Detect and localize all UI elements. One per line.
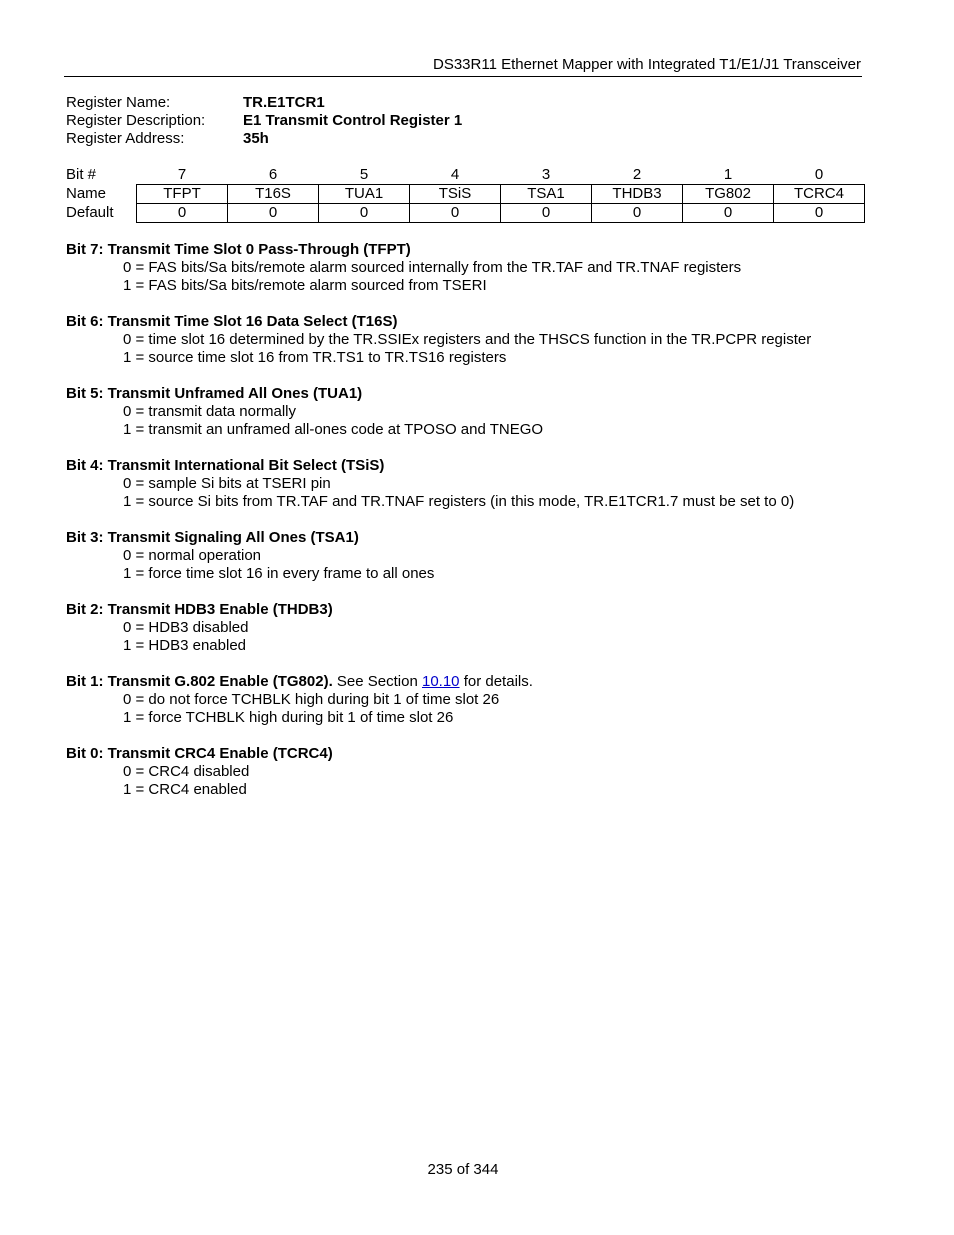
- bit-default-cell: 0: [683, 204, 774, 223]
- bit-6-section: [66, 313, 856, 367]
- bit-number-cell: 2: [632, 166, 642, 183]
- section-10-10-link[interactable]: 10.10: [421, 673, 460, 690]
- bit-name-cell: TUA1: [319, 185, 410, 204]
- option-0: 0 = time slot 16 determined by the TR.SSIEx registers and the THSCS function in the TR.PCPR register: [123, 331, 812, 348]
- bit-number-cell: 6: [268, 166, 278, 183]
- bit-number-cell: 4: [450, 166, 460, 183]
- option-0: 0 = HDB3 disabled: [123, 619, 249, 636]
- bit-5-section: [66, 385, 856, 439]
- section-title: Bit 5: Transmit Unframed All Ones (TUA1): [66, 385, 363, 402]
- section-title: Bit 7: Transmit Time Slot 0 Pass-Through (TFPT): [66, 241, 411, 258]
- register-name-value: TR.E1TCR1: [243, 94, 325, 111]
- section-heading: [66, 313, 856, 331]
- option-1: 1 = CRC4 enabled: [123, 781, 247, 798]
- section-heading: [66, 457, 856, 475]
- bit-number-cell: 3: [541, 166, 551, 183]
- bit-7-section: [66, 241, 856, 295]
- bit-number-cell: 7: [177, 166, 187, 183]
- option-0: 0 = CRC4 disabled: [123, 763, 250, 780]
- option-0: 0 = sample Si bits at TSERI pin: [123, 475, 331, 492]
- option-0: 0 = transmit data normally: [123, 403, 296, 420]
- section-title: Bit 1: Transmit G.802 Enable (TG802).: [66, 673, 333, 690]
- bit-name-cell: THDB3: [592, 185, 683, 204]
- bit-descriptions: [66, 241, 856, 817]
- option-1: 1 = source time slot 16 from TR.TS1 to TR.TS16 registers: [123, 349, 507, 366]
- register-address-label: Register Address:: [66, 130, 185, 147]
- bit-4-section: [66, 457, 856, 511]
- bit-default-cell: 0: [228, 204, 319, 223]
- register-address-value: 35h: [243, 130, 269, 147]
- register-description-label: Register Description:: [66, 112, 206, 129]
- bit-default-row: [64, 204, 865, 223]
- option-1: 1 = transmit an unframed all-ones code at TPOSO and TNEGO: [123, 421, 544, 438]
- option-1: 1 = FAS bits/Sa bits/remote alarm sourced from TSERI: [123, 277, 487, 294]
- page-number: 235 of 344: [427, 1161, 499, 1178]
- register-description-value: E1 Transmit Control Register 1: [243, 112, 463, 129]
- bit-name-cell: T16S: [228, 185, 319, 204]
- section-note-pre: See Section: [332, 673, 422, 690]
- bit-table: [64, 166, 865, 223]
- bit-default-cell: 0: [774, 204, 865, 223]
- option-1: 1 = source Si bits from TR.TAF and TR.TNAF registers (in this mode, TR.E1TCR1.7 must be set to 0): [123, 493, 795, 510]
- register-address-row: [66, 130, 462, 148]
- section-title: Bit 3: Transmit Signaling All Ones (TSA1): [66, 529, 359, 546]
- section-note-post: for details.: [459, 673, 533, 690]
- option-1: 1 = force time slot 16 in every frame to all ones: [123, 565, 435, 582]
- bit-name-cell: TG802: [683, 185, 774, 204]
- section-heading: [66, 529, 856, 547]
- bit-default-cell: 0: [137, 204, 228, 223]
- section-heading: [66, 601, 856, 619]
- register-info: [66, 94, 462, 148]
- bit-default-cell: 0: [319, 204, 410, 223]
- bit-number-cell: 1: [723, 166, 733, 183]
- bit-default-cell: 0: [501, 204, 592, 223]
- bit-default-label: Default: [66, 204, 114, 221]
- section-title: Bit 4: Transmit International Bit Select (TSiS): [66, 457, 385, 474]
- bit-0-section: [66, 745, 856, 799]
- section-heading: [66, 673, 856, 691]
- bit-1-section: [66, 673, 856, 727]
- bit-name-cell: TFPT: [137, 185, 228, 204]
- section-title: Bit 0: Transmit CRC4 Enable (TCRC4): [66, 745, 333, 762]
- bit-number-label: Bit #: [66, 166, 97, 184]
- option-1: 1 = force TCHBLK high during bit 1 of time slot 26: [123, 709, 454, 726]
- page-header: DS33R11 Ethernet Mapper with Integrated T1/E1/J1 Transceiver: [432, 56, 861, 73]
- section-title: Bit 6: Transmit Time Slot 16 Data Select (T16S): [66, 313, 398, 330]
- bit-default-cell: 0: [410, 204, 501, 223]
- register-name-label: Register Name:: [66, 94, 171, 111]
- header-rule: [64, 76, 862, 77]
- section-heading: [66, 241, 856, 259]
- bit-name-row: [64, 185, 865, 204]
- register-description-row: [66, 112, 462, 130]
- register-name-row: [66, 94, 462, 112]
- bit-number-row: [64, 166, 865, 185]
- option-0: 0 = do not force TCHBLK high during bit 1 of time slot 26: [123, 691, 500, 708]
- option-0: 0 = FAS bits/Sa bits/remote alarm sourced internally from the TR.TAF and TR.TNAF registers: [123, 259, 742, 276]
- section-heading: [66, 385, 856, 403]
- bit-name-cell: TCRC4: [774, 185, 865, 204]
- section-title: Bit 2: Transmit HDB3 Enable (THDB3): [66, 601, 333, 618]
- bit-3-section: [66, 529, 856, 583]
- bit-name-cell: TSiS: [410, 185, 501, 204]
- bit-name-label: Name: [66, 185, 107, 202]
- bit-default-cell: 0: [592, 204, 683, 223]
- bit-name-cell: TSA1: [501, 185, 592, 204]
- bit-number-cell: 5: [359, 166, 369, 183]
- bit-2-section: [66, 601, 856, 655]
- option-1: 1 = HDB3 enabled: [123, 637, 247, 654]
- option-0: 0 = normal operation: [123, 547, 262, 564]
- bit-number-cell: 0: [814, 166, 824, 183]
- section-heading: [66, 745, 856, 763]
